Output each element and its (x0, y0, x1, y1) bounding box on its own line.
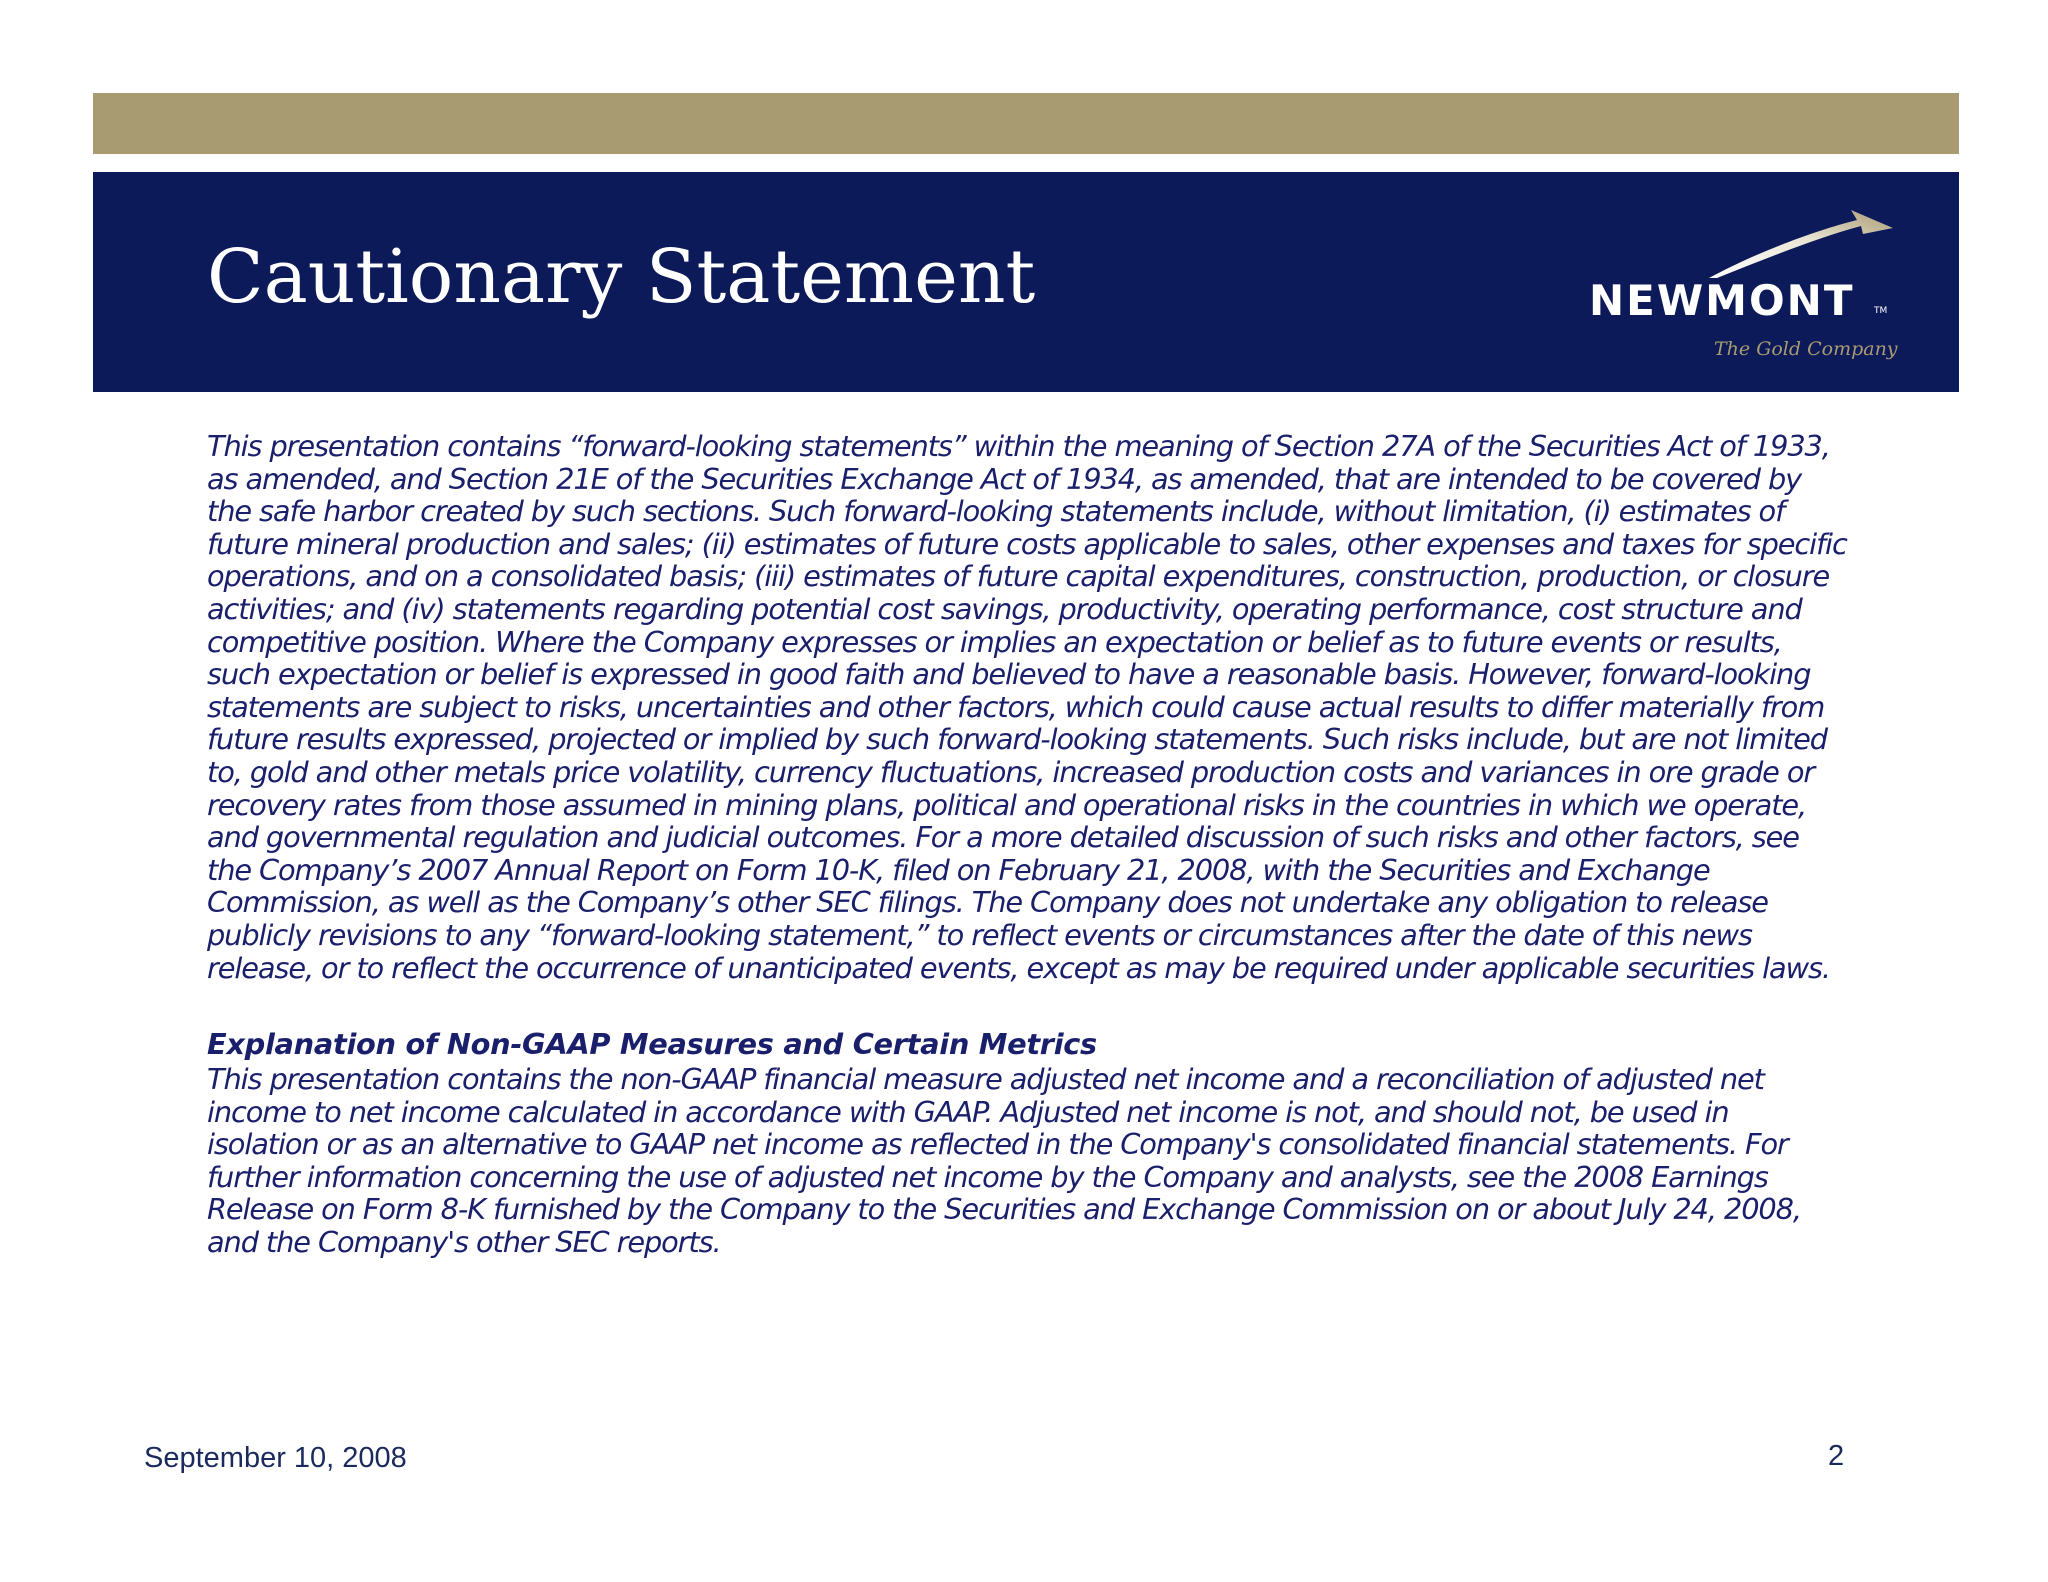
page-number: 2 (1828, 1440, 1845, 1472)
gold-accent-bar (93, 93, 1959, 154)
logo-tagline: The Gold Company (1714, 338, 1898, 360)
footer-date: September 10, 2008 (144, 1442, 407, 1474)
newmont-swoosh-icon (1707, 208, 1907, 280)
logo-wordmark: NEWMONT (1589, 276, 1855, 325)
forward-looking-paragraph: This presentation contains “forward-looking statements” within the meaning of Section 27A of the Securities Act of 1933, as amended, and Section 21E of the Securities Exchange Act of 1934, as amended, that are intended to be covered by the safe harbor created by such sections. Such forward-looking statements include, without limitation, (i) estimates of future mineral production and sales; (ii) estimates of future costs applicable to sales, other expenses and taxes for specific operations, and on a consolidated basis; (iii) estimates of future capital expenditures, construction, production, or closure activities; and (iv) statements regarding potential cost savings, productivity, operating performance, cost structure and competitive position. Where the Company expresses or implies an expectation or belief as to future events or results, such expectation or belief is expressed in good faith and believed to have a reasonable basis. However, forward-looking statements are subject to risks, uncertainties and other factors, which could cause actual results to differ materially from future results expressed, projected or implied by such forward-looking statements. Such risks include, but are not limited to, gold and other metals price volatility, currency fluctuations, increased production costs and variances in ore grade or recovery rates from those assumed in mining plans, political and operational risks in the countries in which we operate, and governmental regulation and judicial outcomes. For a more detailed discussion of such risks and other factors, see the Company’s 2007 Annual Report on Form 10-K, filed on February 21, 2008, with the Securities and Exchange Commission, as well as the Company’s other SEC filings. The Company does not undertake any obligation to release publicly revisions to any “forward-looking statement,” to reflect events or circumstances after the date of this news release, or to reflect the occurrence of unanticipated events, except as may be required under applicable securities laws. (207, 429, 1847, 985)
non-gaap-heading: Explanation of Non-GAAP Measures and Certain Metrics (207, 1027, 1097, 1062)
slide-content (207, 430, 1847, 1259)
newmont-logo (1589, 208, 1929, 368)
header-band (93, 172, 1959, 392)
non-gaap-paragraph: This presentation contains the non-GAAP financial measure adjusted net income and a reconciliation of adjusted net income to net income calculated in accordance with GAAP. Adjusted net income is not, and should not, be used in isolation or as an alternative to GAAP net income as reflected in the Company's consolidated financial statements. For further information concerning the use of adjusted net income by the Company and analysts, see the 2008 Earnings Release on Form 8-K furnished by the Company to the Securities and Exchange Commission on or about July 24, 2008, and the Company's other SEC reports. (207, 1062, 1801, 1260)
slide-title: Cautionary Statement (207, 234, 1036, 320)
logo-trademark: TM (1874, 306, 1888, 316)
